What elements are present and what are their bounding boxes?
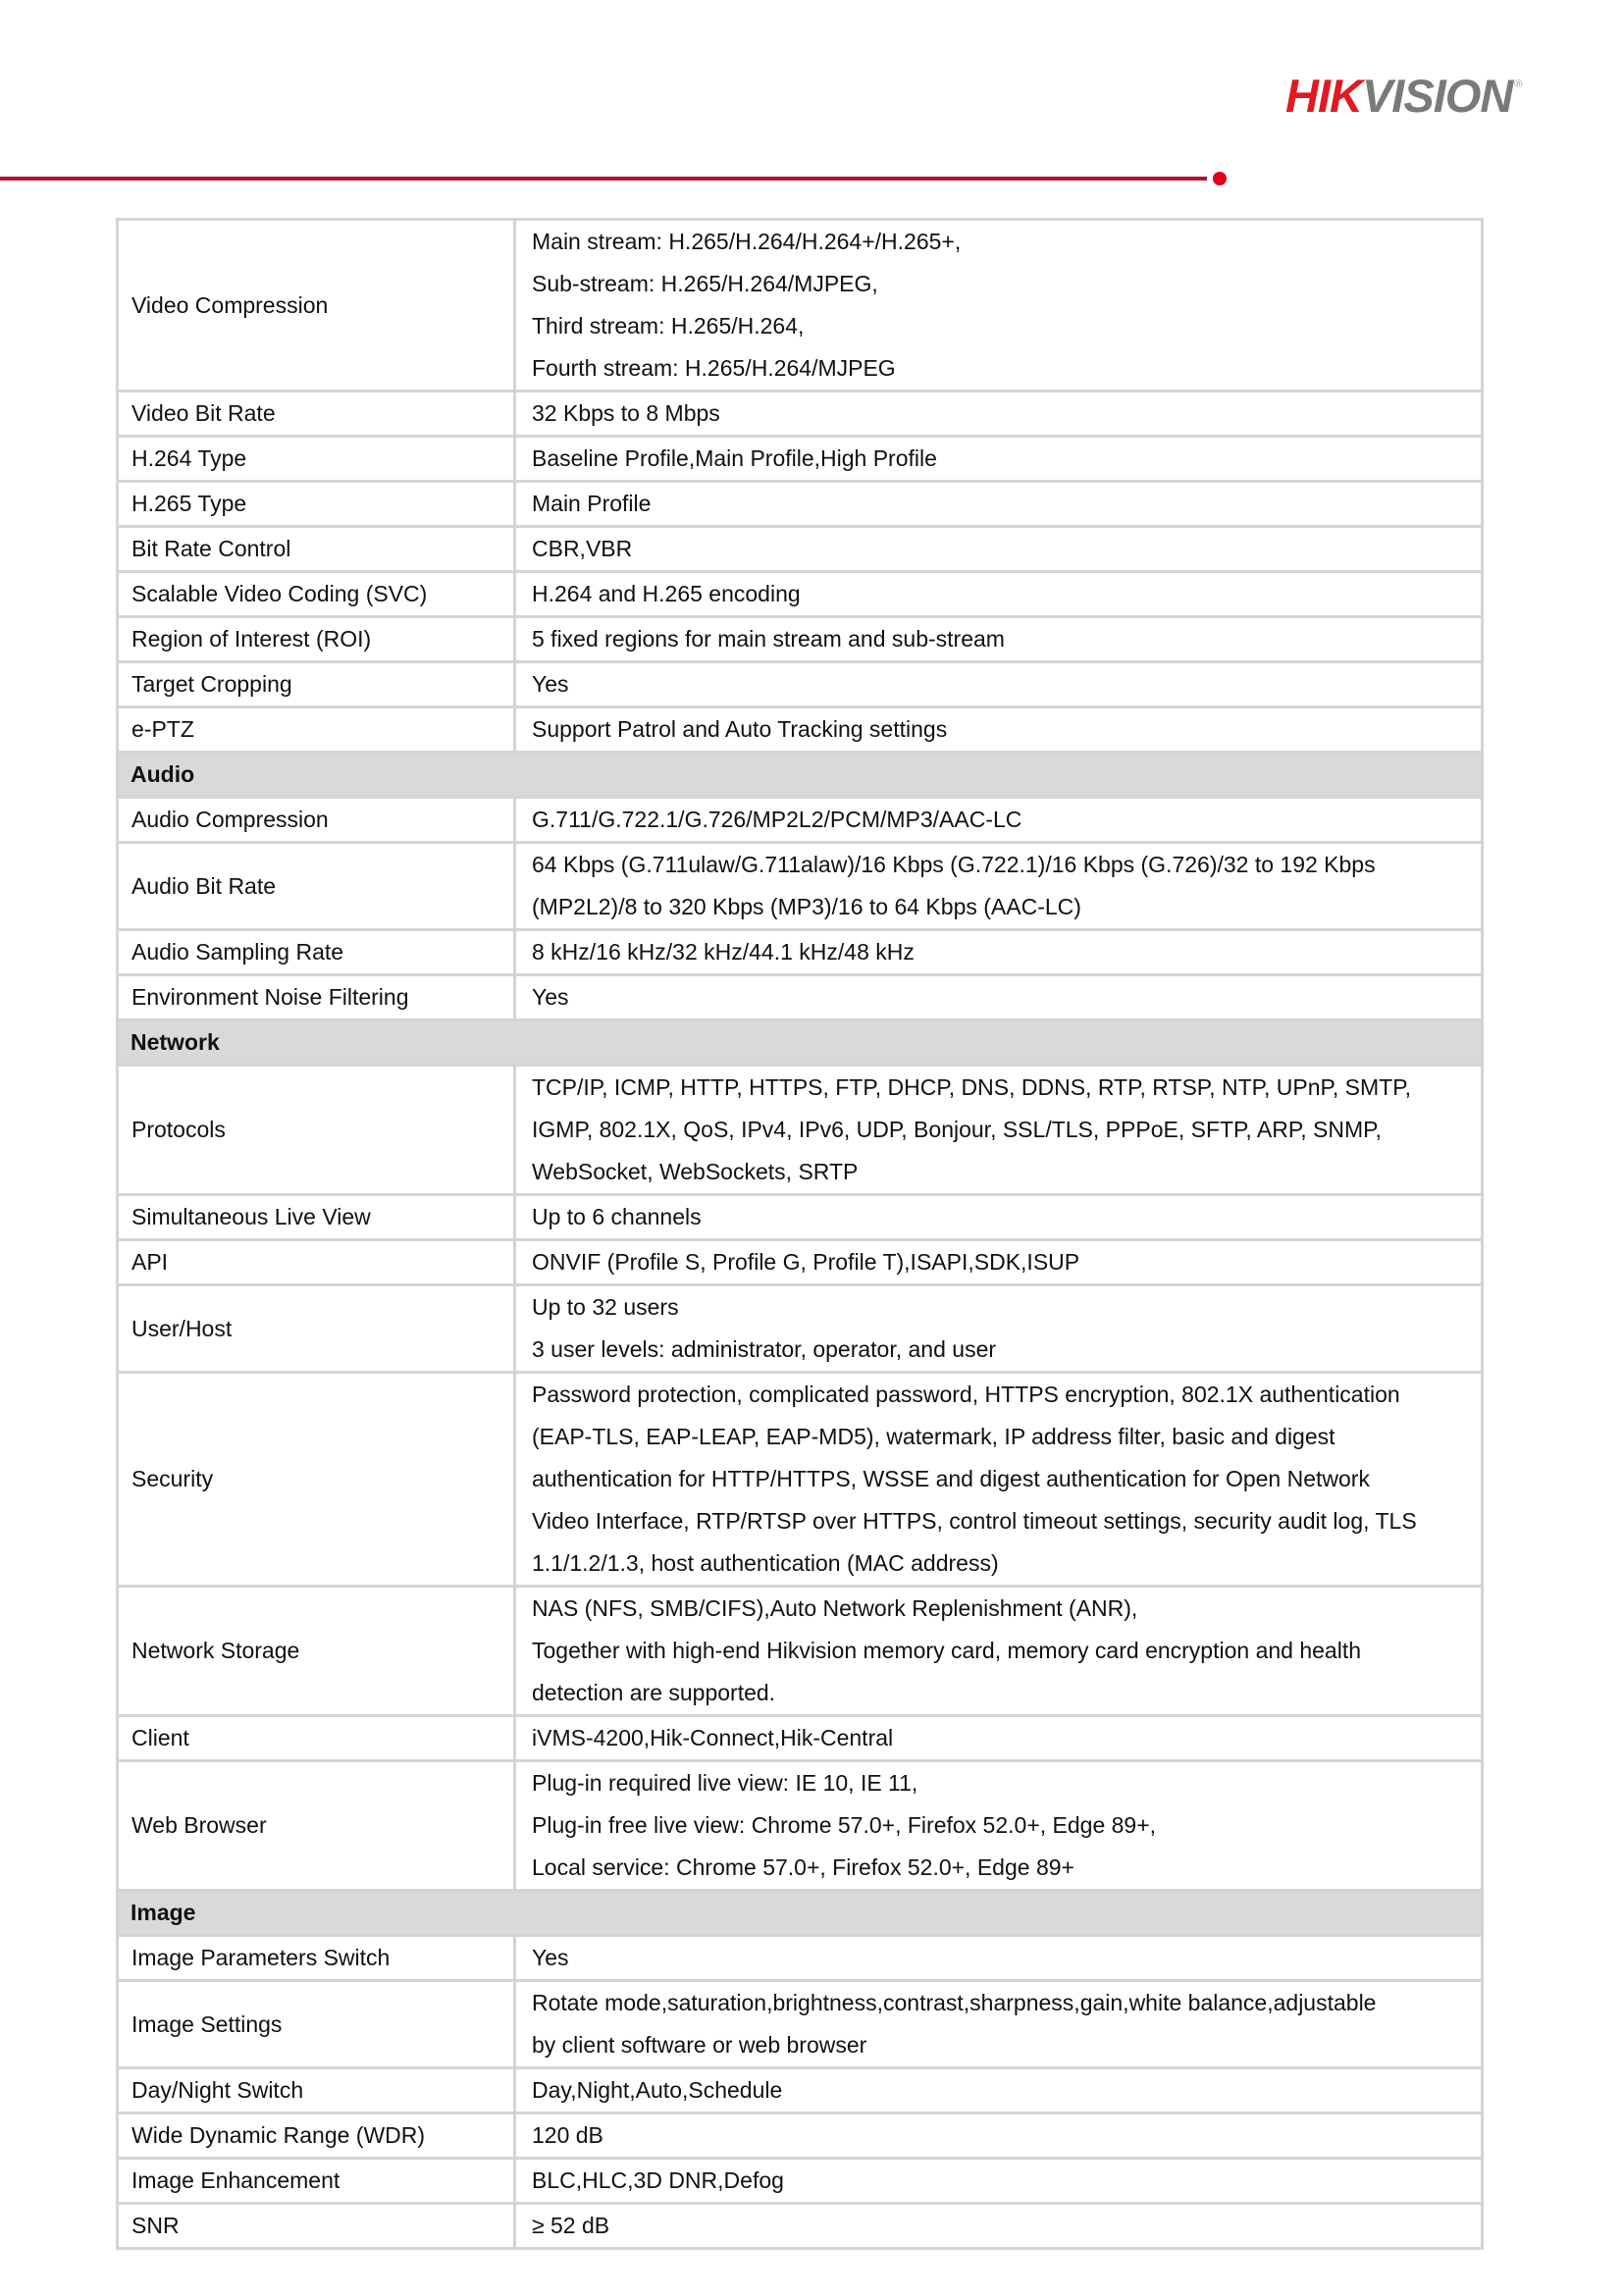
spec-label: Audio Sampling Rate bbox=[118, 930, 515, 975]
spec-row bbox=[118, 662, 1483, 707]
spec-label: Protocols bbox=[118, 1066, 515, 1195]
spec-row bbox=[118, 1240, 1483, 1285]
spec-value-line: Main stream: H.265/H.264/H.264+/H.265+, bbox=[532, 229, 962, 254]
spec-value-line: Up to 32 users bbox=[532, 1294, 679, 1320]
spec-row bbox=[118, 1373, 1483, 1587]
spec-value-line: Password protection, complicated password, HTTPS encryption, 802.1X authentication bbox=[532, 1382, 1400, 1407]
spec-value-line: Baseline Profile,Main Profile,High Profile bbox=[532, 445, 937, 471]
spec-label: Video Bit Rate bbox=[118, 391, 515, 437]
spec-value-line: Plug-in required live view: IE 10, IE 11, bbox=[532, 1770, 918, 1796]
spec-value-line: Plug-in free live view: Chrome 57.0+, Firefox 52.0+, Edge 89+, bbox=[532, 1812, 1157, 1838]
spec-value bbox=[515, 843, 1483, 930]
spec-value bbox=[515, 220, 1483, 391]
spec-value-line: iVMS-4200,Hik-Connect,Hik-Central bbox=[532, 1725, 894, 1750]
spec-value bbox=[515, 482, 1483, 527]
spec-row bbox=[118, 930, 1483, 975]
spec-row bbox=[118, 220, 1483, 391]
spec-label: Simultaneous Live View bbox=[118, 1195, 515, 1240]
spec-label: Region of Interest (ROI) bbox=[118, 617, 515, 662]
spec-table bbox=[116, 218, 1484, 2250]
spec-value bbox=[515, 1373, 1483, 1587]
spec-label: Audio Compression bbox=[118, 798, 515, 843]
spec-label: API bbox=[118, 1240, 515, 1285]
spec-label: SNR bbox=[118, 2204, 515, 2249]
spec-value bbox=[515, 1981, 1483, 2068]
hikvision-logo bbox=[1285, 70, 1522, 122]
spec-label: Day/Night Switch bbox=[118, 2068, 515, 2113]
spec-row bbox=[118, 2159, 1483, 2204]
spec-label: Image Settings bbox=[118, 1981, 515, 2068]
spec-value-line: CBR,VBR bbox=[532, 536, 633, 561]
section-header bbox=[118, 1891, 1483, 1936]
spec-value-line: H.264 and H.265 encoding bbox=[532, 581, 801, 606]
spec-value-line: (EAP-TLS, EAP-LEAP, EAP-MD5), watermark, IP address filter, basic and digest bbox=[532, 1424, 1335, 1449]
spec-value-line: ≥ 52 dB bbox=[532, 2213, 610, 2238]
section-header bbox=[118, 1020, 1483, 1066]
spec-value-line: IGMP, 802.1X, QoS, IPv4, IPv6, UDP, Bonjour, SSL/TLS, PPPoE, SFTP, ARP, SNMP, bbox=[532, 1117, 1382, 1142]
spec-row bbox=[118, 1936, 1483, 1981]
spec-value bbox=[515, 2068, 1483, 2113]
spec-row bbox=[118, 1587, 1483, 1716]
spec-value bbox=[515, 572, 1483, 617]
spec-value bbox=[515, 930, 1483, 975]
spec-value-line: 32 Kbps to 8 Mbps bbox=[532, 400, 720, 426]
spec-value bbox=[515, 662, 1483, 707]
spec-value bbox=[515, 1761, 1483, 1891]
spec-row bbox=[118, 482, 1483, 527]
spec-row bbox=[118, 707, 1483, 753]
spec-value-line: 3 user levels: administrator, operator, and user bbox=[532, 1336, 997, 1362]
logo-hik: HIK bbox=[1285, 70, 1362, 122]
spec-label: H.265 Type bbox=[118, 482, 515, 527]
spec-row bbox=[118, 2113, 1483, 2159]
spec-value bbox=[515, 1240, 1483, 1285]
spec-label: H.264 Type bbox=[118, 437, 515, 482]
spec-label: e-PTZ bbox=[118, 707, 515, 753]
spec-row bbox=[118, 2068, 1483, 2113]
spec-label: Bit Rate Control bbox=[118, 527, 515, 572]
spec-value bbox=[515, 1716, 1483, 1761]
spec-value-line: Up to 6 channels bbox=[532, 1204, 702, 1229]
spec-row bbox=[118, 1981, 1483, 2068]
spec-value-line: 1.1/1.2/1.3, host authentication (MAC address) bbox=[532, 1550, 999, 1576]
header-divider-dot bbox=[1213, 172, 1227, 185]
spec-value-line: NAS (NFS, SMB/CIFS),Auto Network Replenishment (ANR), bbox=[532, 1595, 1138, 1621]
spec-value bbox=[515, 1066, 1483, 1195]
spec-row bbox=[118, 1761, 1483, 1891]
spec-value bbox=[515, 1195, 1483, 1240]
spec-value bbox=[515, 2204, 1483, 2249]
spec-value-line: 5 fixed regions for main stream and sub-stream bbox=[532, 626, 1005, 652]
spec-value-line: by client software or web browser bbox=[532, 2032, 867, 2058]
spec-label: Wide Dynamic Range (WDR) bbox=[118, 2113, 515, 2159]
spec-row bbox=[118, 1195, 1483, 1240]
spec-value-line: Third stream: H.265/H.264, bbox=[532, 313, 805, 339]
spec-value bbox=[515, 527, 1483, 572]
spec-value bbox=[515, 1285, 1483, 1373]
spec-row bbox=[118, 1716, 1483, 1761]
spec-label: Audio Bit Rate bbox=[118, 843, 515, 930]
spec-value-line: Yes bbox=[532, 1945, 569, 1970]
spec-label: Video Compression bbox=[118, 220, 515, 391]
spec-value-line: 8 kHz/16 kHz/32 kHz/44.1 kHz/48 kHz bbox=[532, 939, 915, 965]
spec-row bbox=[118, 2204, 1483, 2249]
spec-value-line: Day,Night,Auto,Schedule bbox=[532, 2077, 783, 2103]
spec-row bbox=[118, 798, 1483, 843]
spec-row bbox=[118, 437, 1483, 482]
spec-value-line: Main Profile bbox=[532, 491, 652, 516]
spec-label: Network Storage bbox=[118, 1587, 515, 1716]
spec-label: Web Browser bbox=[118, 1761, 515, 1891]
section-title: Image bbox=[118, 1891, 1483, 1936]
spec-row bbox=[118, 1285, 1483, 1373]
spec-value-line: (MP2L2)/8 to 320 Kbps (MP3)/16 to 64 Kbps (AAC-LC) bbox=[532, 894, 1081, 919]
spec-label: Security bbox=[118, 1373, 515, 1587]
spec-value-line: WebSocket, WebSockets, SRTP bbox=[532, 1159, 859, 1184]
header-divider-line bbox=[0, 177, 1207, 181]
spec-row bbox=[118, 843, 1483, 930]
spec-label: Image Parameters Switch bbox=[118, 1936, 515, 1981]
spec-value bbox=[515, 798, 1483, 843]
spec-table-body bbox=[118, 220, 1483, 2249]
spec-value-line: Sub-stream: H.265/H.264/MJPEG, bbox=[532, 271, 878, 296]
spec-value bbox=[515, 1936, 1483, 1981]
spec-row bbox=[118, 1066, 1483, 1195]
spec-value bbox=[515, 2159, 1483, 2204]
spec-value-line: Video Interface, RTP/RTSP over HTTPS, control timeout settings, security audit log, TLS bbox=[532, 1508, 1417, 1534]
spec-label: Client bbox=[118, 1716, 515, 1761]
spec-value-line: Yes bbox=[532, 671, 569, 697]
spec-value-line: TCP/IP, ICMP, HTTP, HTTPS, FTP, DHCP, DNS, DDNS, RTP, RTSP, NTP, UPnP, SMTP, bbox=[532, 1074, 1411, 1100]
spec-value-line: Rotate mode,saturation,brightness,contrast,sharpness,gain,white balance,adjustable bbox=[532, 1990, 1377, 2015]
registered-mark: ® bbox=[1514, 78, 1522, 90]
spec-value bbox=[515, 437, 1483, 482]
spec-value bbox=[515, 2113, 1483, 2159]
spec-value-line: 64 Kbps (G.711ulaw/G.711alaw)/16 Kbps (G.722.1)/16 Kbps (G.726)/32 to 192 Kbps bbox=[532, 852, 1376, 877]
spec-value bbox=[515, 617, 1483, 662]
spec-row bbox=[118, 527, 1483, 572]
spec-label: User/Host bbox=[118, 1285, 515, 1373]
spec-row bbox=[118, 572, 1483, 617]
spec-value-line: authentication for HTTP/HTTPS, WSSE and digest authentication for Open Network bbox=[532, 1466, 1370, 1491]
spec-label: Environment Noise Filtering bbox=[118, 975, 515, 1020]
spec-label: Scalable Video Coding (SVC) bbox=[118, 572, 515, 617]
spec-value bbox=[515, 975, 1483, 1020]
spec-row bbox=[118, 617, 1483, 662]
spec-value-line: 120 dB bbox=[532, 2122, 603, 2148]
spec-value-line: Yes bbox=[532, 984, 569, 1010]
spec-value bbox=[515, 391, 1483, 437]
spec-row bbox=[118, 391, 1483, 437]
section-title: Network bbox=[118, 1020, 1483, 1066]
spec-value-line: BLC,HLC,3D DNR,Defog bbox=[532, 2167, 784, 2193]
spec-value-line: Fourth stream: H.265/H.264/MJPEG bbox=[532, 355, 896, 381]
spec-value-line: detection are supported. bbox=[532, 1680, 776, 1705]
spec-row bbox=[118, 975, 1483, 1020]
spec-value bbox=[515, 1587, 1483, 1716]
spec-value-line: ONVIF (Profile S, Profile G, Profile T),ISAPI,SDK,ISUP bbox=[532, 1249, 1080, 1275]
spec-value-line: Together with high-end Hikvision memory card, memory card encryption and health bbox=[532, 1638, 1362, 1663]
section-title: Audio bbox=[118, 753, 1483, 798]
section-header bbox=[118, 753, 1483, 798]
spec-label: Target Cropping bbox=[118, 662, 515, 707]
spec-value-line: Local service: Chrome 57.0+, Firefox 52.0+, Edge 89+ bbox=[532, 1854, 1074, 1880]
spec-label: Image Enhancement bbox=[118, 2159, 515, 2204]
spec-value-line: G.711/G.722.1/G.726/MP2L2/PCM/MP3/AAC-LC bbox=[532, 807, 1022, 832]
spec-value bbox=[515, 707, 1483, 753]
logo-vision: VISION bbox=[1361, 70, 1513, 122]
spec-value-line: Support Patrol and Auto Tracking settings bbox=[532, 716, 948, 742]
